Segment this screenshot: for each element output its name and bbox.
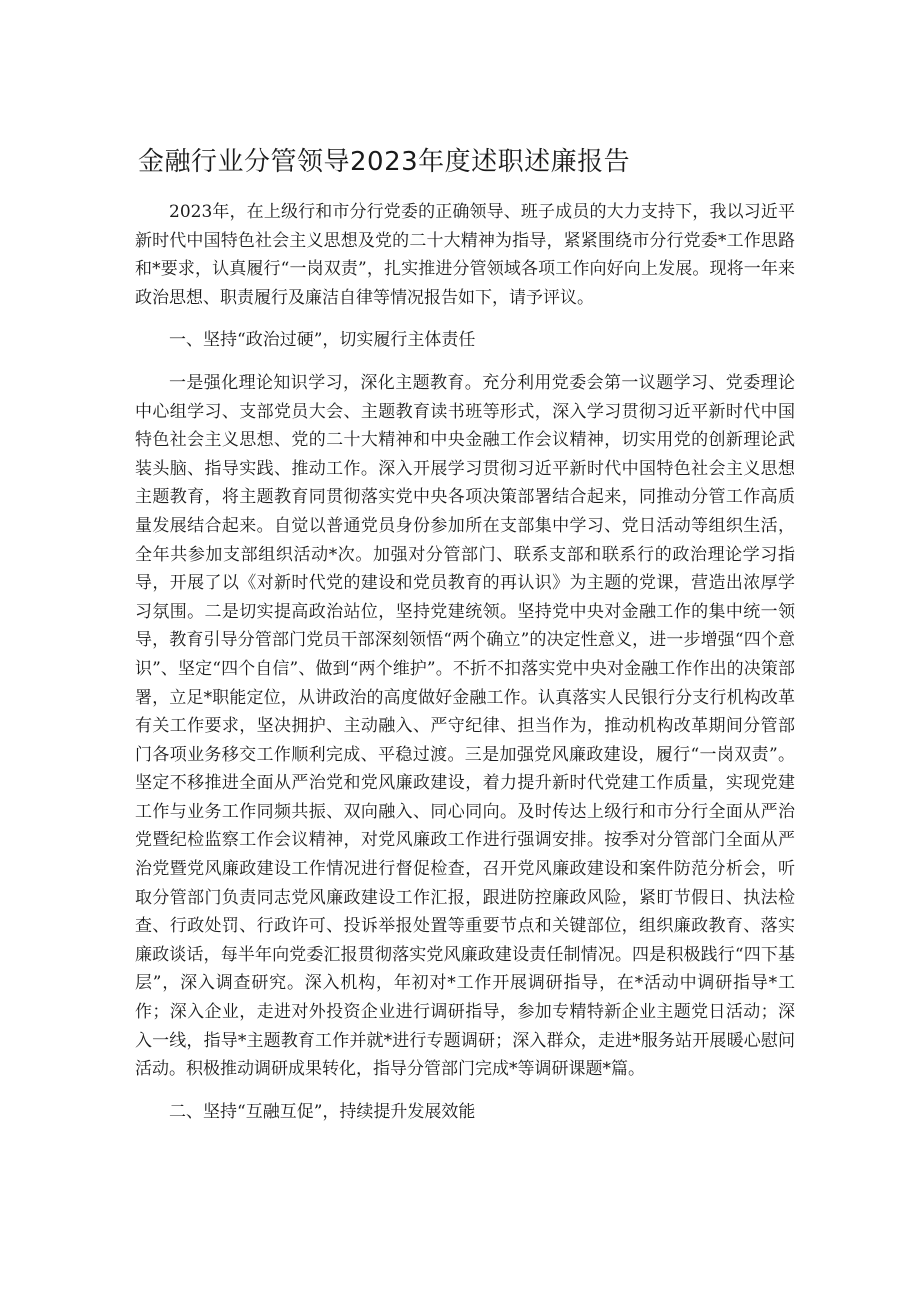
document-body [135,198,795,1126]
section-1-heading: 一、坚持“政治过硬”，切实履行主体责任 [169,330,476,351]
intro-paragraph: 2023年，在上级行和市分行党委的正确领导、班子成员的大力支持下，我以习近平新时代中国特色社会主义思想及党的二十大精神为指导，紧紧围绕市分行党委*工作思路和*要求，认真履行“一岗双责”，扎实推进分管领域各项工作向好向上发展。现将一年来政治思想、职责履行及廉洁自律等情况报告如下，请予评议。 [135,202,795,308]
paragraph-gap [135,312,795,326]
section-1-paragraph: 一是强化理论知识学习，深化主题教育。充分利用党委会第一议题学习、党委理论中心组学习、支部党员大会、主题教育读书班等形式，深入学习贯彻习近平新时代中国特色社会主义思想、党的二十大精神和中央金融工作会议精神，切实用党的创新理论武装头脑、指导实践、推动工作。深入开展学习贯彻习近平新时代中国特色社会主义思想主题教育，将主题教育同贯彻落实党中央各项决策部署结合起来，同推动分管工作高质量发展结合起来。自觉以普通党员身份参加所在支部集中学习、党日活动等组织生活，全年共参加支部组织活动*次。加强对分管部门、联系支部和联系行的政治理论学习指导，开展了以《对新时代党的建设和党员教育的再认识》为主题的党课，营造出浓厚学习氛围。二是切实提高政治站位，坚持党建统领。坚持党中央对金融工作的集中统一领导，教育引导分管部门党员干部深刻领悟“两个确立”的决定性意义，进一步增强“四个意识”、坚定“四个自信”、做到“两个维护”。不折不扣落实党中央对金融工作作出的决策部署，立足*职能定位，从讲政治的高度做好金融工作。认真落实人民银行分支行机构改革有关工作要求，坚决拥护、主动融入、严守纪律、担当作为，推动机构改革期间分管部门各项业务移交工作顺利完成、平稳过渡。三是加强党风廉政建设，履行“一岗双责”。坚定不移推进全面从严治党和党风廉政建设，着力提升新时代党建工作质量，实现党建工作与业务工作同频共振、双向融入、同心同向。及时传达上级行和市分行全面从严治党暨纪检监察工作会议精神，对党风廉政工作进行强调安排。按季对分管部门全面从严治党暨党风廉政建设工作情况进行督促检查，召开党风廉政建设和案件防范分析会，听取分管部门负责同志党风廉政建设工作汇报，跟进防控廉政风险，紧盯节假日、执法检查、行政处罚、行政许可、投诉举报处置等重要节点和关键部位，组织廉政教育、落实廉政谈话，每半年向党委汇报贯彻落实党风廉政建设责任制情况。四是积极践行“四下基层”，深入调查研究。深入机构，年初对*工作开展调研指导，在*活动中调研指导*工作；深入企业，走进对外投资企业进行调研指导，参加专精特新企业主题党日活动；深入一线，指导*主题教育工作并就*进行专题调研；深入群众，走进*服务站开展暖心慰问活动。积极推动调研成果转化，指导分管部门完成*等调研课题*篇。 [135,372,795,1080]
section-2-heading: 二、坚持“互融互促”，持续提升发展效能 [169,1101,476,1122]
paragraph-gap [135,1084,795,1098]
paragraph-gap [135,355,795,369]
page-title: 金融行业分管领导2023年度述职述廉报告 [138,147,631,177]
